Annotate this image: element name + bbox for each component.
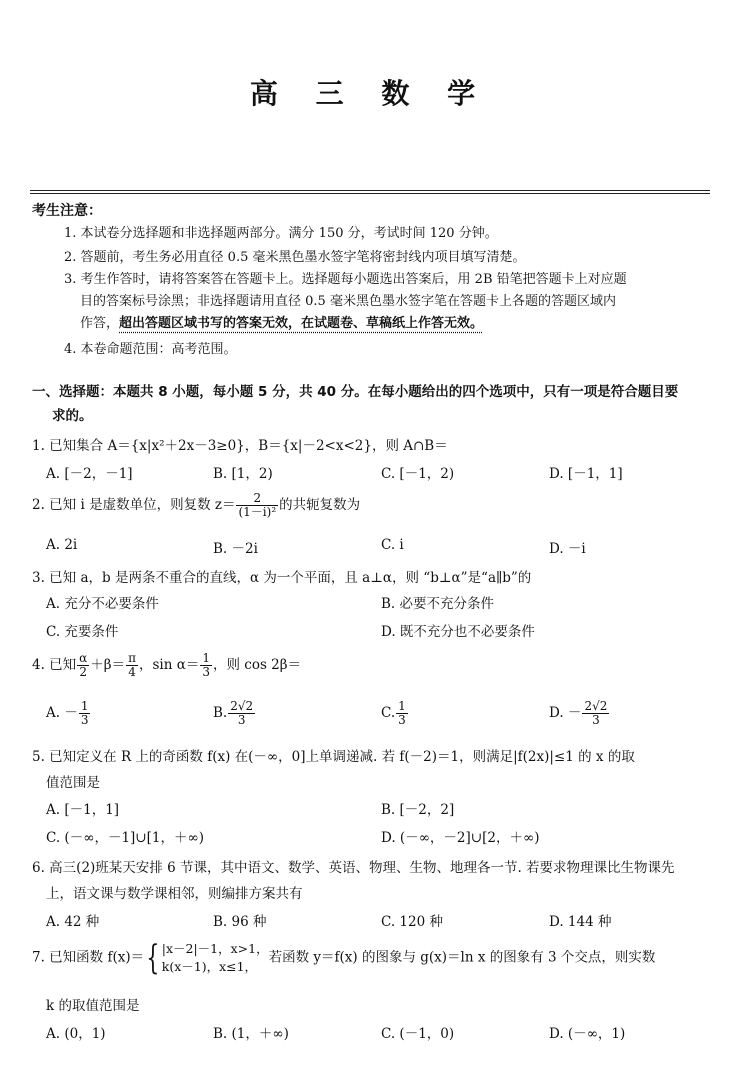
- question-7-option-a: A. (0，1): [46, 1026, 106, 1042]
- question-1-option-b: B. [1，2): [213, 466, 273, 482]
- question-4-frac-1: [77, 652, 89, 679]
- question-7-pre: 7. 已知函数 f(x)＝: [32, 949, 145, 966]
- question-2-stem-pre: 2. 已知 i 是虚数单位，则复数 z＝: [32, 497, 236, 513]
- question-4-stem: [32, 652, 301, 679]
- question-4-option-b: [213, 700, 256, 727]
- question-4-pre: 4. 已知: [32, 657, 77, 673]
- question-3-option-d: D. 既不充分也不必要条件: [381, 624, 535, 640]
- question-1-option-c: C. [－1，2): [381, 466, 455, 482]
- question-2-option-c: C. i: [381, 537, 404, 553]
- question-4-frac-1-num: α: [79, 651, 88, 665]
- question-1-stem: 1. 已知集合 A＝{x|x²＋2x－3≥0}，B＝{x|－2<x<2}，则 A∩B＝: [32, 438, 448, 454]
- question-4-mid-1: ＋β＝: [90, 657, 126, 673]
- question-2-option-a: A. 2i: [46, 537, 78, 553]
- question-3-option-a: A. 充分不必要条件: [46, 596, 159, 612]
- question-6-option-b: B. 96 种: [213, 914, 267, 930]
- question-4-option-c-frac: [396, 700, 408, 727]
- notice-item-4: 4. 本卷命题范围：高考范围。: [64, 342, 237, 357]
- header-rule-bottom: [30, 193, 710, 194]
- question-5-option-b: B. [－2，2]: [381, 802, 455, 818]
- question-3-stem: 3. 已知 a，b 是两条不重合的直线，α 为一个平面，且 a⊥α，则 “b⊥α”是“a∥b”的: [32, 570, 532, 586]
- notice-item-3: 3. 考生作答时，请将答案答在答题卡上。选择题每小题选出答案后，用 2B 铅笔把答题卡上对应题: [64, 272, 627, 287]
- question-6-stem-cont: 上，语文课与数学课相邻，则编排方案共有: [46, 886, 303, 902]
- question-4-frac-3-den: 3: [202, 665, 210, 679]
- question-4-option-a-pre: A. －: [46, 705, 78, 721]
- question-7-stem: [32, 940, 655, 976]
- question-4-frac-2-num: π: [128, 651, 136, 665]
- question-7-option-b: B. (1，＋∞): [213, 1026, 289, 1042]
- question-7-option-c: C. (－1，0): [381, 1026, 455, 1042]
- piecewise-brace: {: [146, 938, 160, 978]
- header-rule-top: [30, 190, 710, 191]
- question-2-stem-post: 的共轭复数为: [279, 497, 361, 513]
- notice-item-1: 1. 本试卷分选择题和非选择题两部分。满分 150 分，考试时间 120 分钟。: [64, 226, 498, 241]
- question-4-frac-2-den: 4: [128, 665, 136, 679]
- notice-heading: 考生注意：: [32, 203, 102, 219]
- notice-emphasis: 超出答题区域书写的答案无效，在试题卷、草稿纸上作答无效。: [119, 316, 484, 331]
- question-7-case-1: |x－2|－1，x>1，: [161, 941, 269, 956]
- question-2-stem: [32, 492, 360, 519]
- notice-item-3-cont: 目的答案标号涂黑；非选择题请用直径 0.5 毫米黑色墨水签字笔在答题卡上各题的答题区域内: [80, 294, 616, 309]
- question-4-option-c: [381, 700, 409, 727]
- page-title: 高 三 数 学: [249, 77, 490, 110]
- question-4-option-b-pre: B.: [213, 705, 228, 721]
- question-7-post: 若函数 y＝f(x) 的图象与 g(x)＝ln x 的图象有 3 个交点，则实数: [268, 949, 656, 966]
- question-4-option-b-den: 3: [237, 713, 246, 727]
- section-1-heading: 一、选择题：本题共 8 小题，每小题 5 分，共 40 分。在每小题给出的四个选项中，只有一项是符合题目要: [32, 384, 679, 400]
- question-4-option-d-pre: D. －: [549, 705, 582, 721]
- question-1-option-a: A. [－2，－1]: [46, 466, 133, 482]
- question-7-case-2: k(x－1)，x≤1，: [161, 959, 258, 974]
- question-4-option-d-num: 2√2: [584, 699, 608, 713]
- question-4-option-c-den: 3: [398, 713, 406, 727]
- question-2-fraction: [236, 492, 278, 519]
- notice-item-3-end: [80, 312, 483, 331]
- question-5-stem-cont: 值范围是: [46, 775, 100, 791]
- question-6-stem: 6. 高三(2)班某天安排 6 节课，其中语文、数学、英语、物理、生物、地理各一节. 若要求物理课比生物课先: [32, 860, 675, 876]
- question-4-post: ，则 cos 2β＝: [212, 657, 302, 673]
- question-6-option-a: A. 42 种: [46, 914, 100, 930]
- question-3-option-b: B. 必要不充分条件: [381, 596, 495, 612]
- question-7-cases: [162, 940, 269, 976]
- question-4-option-d-frac: [582, 700, 609, 727]
- question-4-frac-2: [126, 652, 138, 679]
- notice-item-2: 2. 答题前，考生务必用直径 0.5 毫米黑色墨水签字笔将密封线内项目填写清楚。: [64, 250, 526, 265]
- question-1-option-d: D. [－1，1]: [549, 466, 623, 482]
- question-6-option-c: C. 120 种: [381, 914, 443, 930]
- question-4-frac-3: [200, 652, 212, 679]
- question-2-fraction-num: 2: [236, 492, 278, 506]
- question-4-option-a: [46, 700, 91, 727]
- question-6-option-d: D. 144 种: [549, 914, 612, 930]
- question-2-fraction-den: (1－i)²: [238, 505, 277, 519]
- section-1-heading-cont: 求的。: [52, 408, 93, 424]
- question-5-option-d: D. (－∞，－2]∪[2，＋∞): [381, 830, 540, 846]
- question-4-option-a-den: 3: [80, 713, 89, 727]
- question-4-option-a-frac: [79, 700, 91, 727]
- question-4-frac-3-num: 1: [202, 651, 210, 665]
- question-4-frac-1-den: 2: [79, 665, 88, 679]
- question-4-option-c-pre: C.: [381, 705, 396, 721]
- question-4-option-b-frac: [228, 700, 255, 727]
- question-4-option-c-num: 1: [398, 699, 406, 713]
- question-4-option-d: [549, 700, 610, 727]
- question-2-option-b: B. －2i: [213, 541, 258, 557]
- question-5-option-a: A. [－1，1]: [46, 802, 120, 818]
- question-4-option-b-num: 2√2: [230, 699, 254, 713]
- question-7-stem-cont: k 的取值范围是: [46, 998, 140, 1014]
- question-5-stem: 5. 已知定义在 R 上的奇函数 f(x) 在(－∞，0]上单调递减. 若 f(－2)＝1，则满足|f(2x)|≤1 的 x 的取: [32, 749, 635, 765]
- question-7-option-d: D. (－∞，1): [549, 1026, 626, 1042]
- question-4-option-a-num: 1: [80, 699, 89, 713]
- notice-item-3-tail: 作答，: [80, 316, 120, 331]
- question-4-mid-2: ，sin α＝: [138, 657, 200, 673]
- question-4-option-d-den: 3: [592, 713, 600, 727]
- question-2-option-d: D. －i: [549, 541, 586, 557]
- question-3-option-c: C. 充要条件: [46, 624, 119, 640]
- question-5-option-c: C. (－∞，－1]∪[1，＋∞): [46, 830, 204, 846]
